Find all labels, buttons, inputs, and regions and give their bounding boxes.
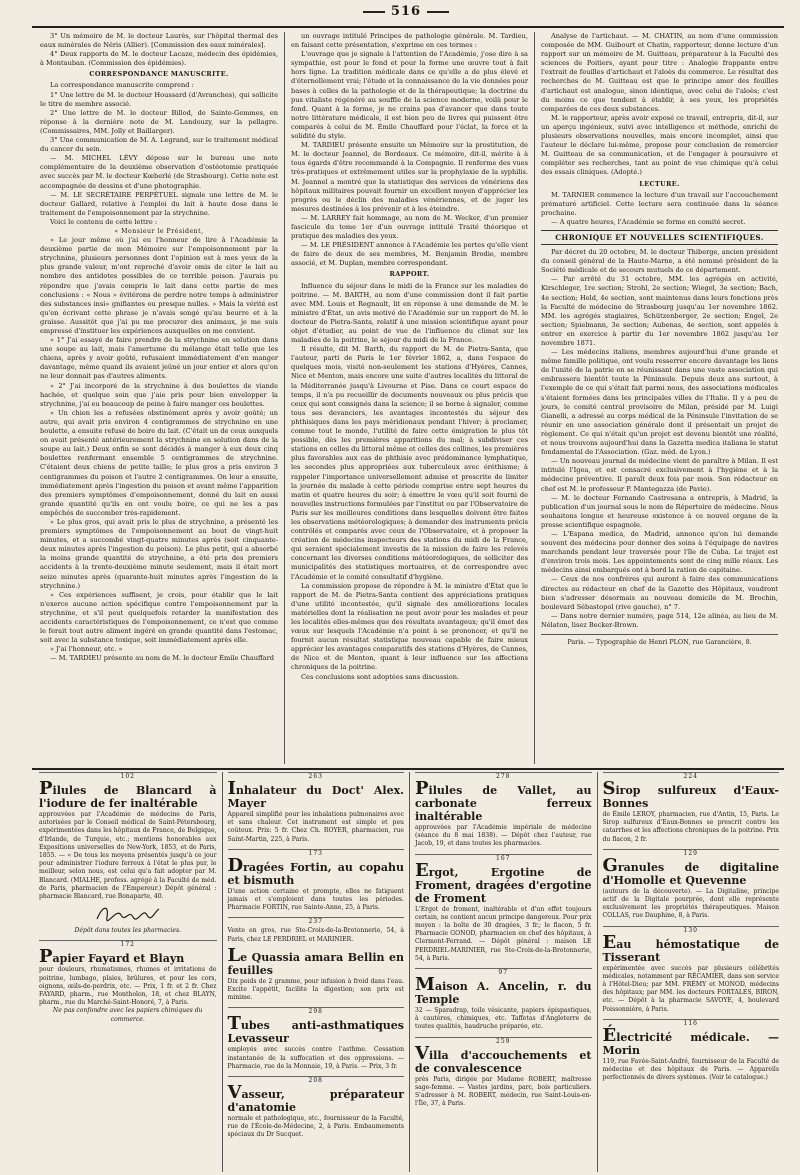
advert-text: approuvées par l'Académie impériale de médecine (séance du 8 mai 1838). — Dépôt chez l'auteur, rue Jacob, 19, et dans toutes les pharmacies. xyxy=(415,824,592,848)
advert-title: Ergot, Ergotine de Froment, dragées d'ergotine de Froment xyxy=(415,859,592,905)
advert-number: 298 xyxy=(228,1007,405,1015)
advert-text: L'Ergot de froment, inaltérable et d'un effet toujours certain, ne contient aucun principe dangereux. Pour prix moyen : la boîte de 30 dragées, 3 fr.; le flacon, 5 fr. Pharmacie GONOD, pharmacien en chef des hôpitaux, à Clermont-Ferrand. — Dépôt général : maison LE PERDRIEL-MARINIER, rue Ste-Croix-de-la-Bretonnerie, 54, à Paris. xyxy=(415,905,592,962)
advert-text: près Paris, dirigée par Madame ROBERT, maîtresse sage-femme. — Vastes jardins, parc, bois particuliers. S'adresser à M. ROBERT, médecin, rue Saint-Louis-en-l'Île, 37, à Paris. xyxy=(415,1075,592,1108)
article-paragraph: » Le jour même où j'ai eu l'honneur de lire à l'Académie la deuxième partie de mon Mémoire sur l'empoisonnement par la strychnine, plusieurs personnes dont l'opinion est à mes yeux de la plus grande valeur, m'ont reproché d'avoir omis de citer le lait au nombre des antidotes possibles de ce terrible poison. J'aurais pu répondre que j'avais compris le lait dans cette partie de mes conclusions : « Nous » évitérons de perdre notre temps à administrer des substances insi» gnifiantes ou presque nulles. » Mais la vérité est qu'en écrivant cette phrase je n'avais songé qu'au beurre et à la graisse. Aussitôt que j'ai pu me procurer des animaux, je me suis empressé d'instituer les expériences auxquelles on me convient. xyxy=(40,236,278,335)
advert-column-1 xyxy=(34,772,222,1172)
advert-number: 130 xyxy=(603,926,780,934)
advert-text: employés avec succès contre l'asthme. Cessation instantanée de la suffocation et des oppressions. — Pharmacie, rue de la Monnaie, 19, à Paris. — Prix, 3 fr. xyxy=(227,1046,404,1070)
advertisement xyxy=(415,854,592,963)
advert-text: D'une action certaine et prompte, elles ne fatiguent jamais et s'emploient dans toutes les périodes. Pharmacie FORTIN, rue Sainte-Anne, 25, à Paris. xyxy=(227,887,404,912)
advert-title: Pilules de Vallet, au carbonate ferreux inaltérable xyxy=(415,778,592,823)
advert-footer: Ne pas confondre avec les papiers chimiques du commerce. xyxy=(52,1007,203,1023)
advert-text: Vente en gros, rue Ste-Croix-de-la-Bretonnerie, 54, à Paris, chez LE PERDRIEL et MARINIER. xyxy=(227,927,404,943)
advertisement xyxy=(227,944,405,1003)
article-paragraph: M. TARNIER commence la lecture d'un travail sur l'accouchement prématuré artificiel. Cette lecture sera continuée dans la séance prochaine. xyxy=(541,190,778,217)
advert-title: Eau hémostatique de Tisserant xyxy=(602,931,779,964)
article-paragraph: Par décret du 20 octobre, M. le docteur Thiberge, ancien président du conseil général de la Haute-Marne, a été nommé président de la Société médicale et de secours mutuels de ce département. xyxy=(541,248,778,275)
advert-title: Sirop sulfureux d'Eaux-Bonnes xyxy=(602,778,779,810)
article-paragraph: Voici le contenu de cette lettre : xyxy=(50,217,158,226)
article-column-1 xyxy=(34,32,284,764)
page-number: 516 xyxy=(22,4,790,19)
article-paragraph: 3° Un mémoire de M. le docteur Laurès, sur l'hôpital thermal des eaux minérales de Néris (Allier). [Commission des eaux minérales]. xyxy=(40,32,278,50)
advert-text: pour douleurs, rhumatismes, rhumes et irritations de poitrine, lumbago, plaies, brûlures, et pour les cors, oignons, œils-de-perdrix, etc. — Prix, 1 fr. et 2 fr. Chez FAYARD, pharm., rue Montholon, 18, et chez BLAYN, pharm., rue du Marché-Saint-Honoré, 7, à Paris. xyxy=(39,966,217,1007)
article-paragraph: — L'Espana medica, de Madrid, annonce qu'on lui demande souvent des médecins pour donner des soins à l'équipage de navires marchands pendant leur traversée pour l'île de Cuba. Le trajet est d'environ trois mois. Les appointements sont de cinq mille réaux. Les médecins ainsi embarqués ont à bord la ration de capitaine. xyxy=(541,529,778,575)
advertisement xyxy=(228,849,405,913)
advertisement xyxy=(603,926,780,1014)
advert-text: normale et pathologique, etc., fournisseur de la Faculté, rue de l'École-de-Médecine, 2, à Paris. Embaumements spéciaux du Dr Sucquet. xyxy=(227,1115,404,1139)
advert-title: Le Quassia amara Bellin en feuilles xyxy=(227,944,404,977)
advertisement xyxy=(39,940,217,1023)
advert-number: 263 xyxy=(228,772,405,780)
printer-footer: Paris. — Typographie de Henri PLON, rue Garancière, 8. xyxy=(541,634,778,647)
article-paragraph: 4° Deux rapports de M. le docteur Lacaze, médecin des épidémies, à Montauban. (Commission des épidémies). xyxy=(40,50,278,68)
advert-column-3 xyxy=(409,772,597,1172)
article-column-3 xyxy=(534,32,784,764)
letter-salutation: « Monsieur le Président, xyxy=(114,227,204,235)
article-paragraph: — Ceux de nos confrères qui auront à faire des communications directes au rédacteur en chef de la Gazette des Hôpitaux, voudront bien s'adresser désormais au nouveau domicile de M. Brochin, boulevard Sébastopol (rive gauche), n° 7. xyxy=(541,575,778,611)
article-paragraph: — M. MICHEL LÉVY dépose sur le bureau une note complémentaire de la deuxième observation d'ostéotomie pratiquée avec succès par M. le docteur Kœberlé (de Strasbourg). Cette note est accompagnée de dessins et d'une photographie. xyxy=(40,154,278,190)
advert-column-4 xyxy=(597,772,785,1172)
section-heading: RAPPORT. xyxy=(389,270,430,279)
advert-text: Appareil simplifié pour les inhalations pulmonaires avec et sans chaleur. Cet instrument est simple et peu coûteux. Prix: 5 fr. Chez Ch. ROYER, pharmacien, rue Saint-Martin, 225, à Paris. xyxy=(227,811,404,843)
advert-number: 224 xyxy=(603,772,780,780)
advert-title: Électricité médicale. — Morin xyxy=(602,1024,779,1057)
advert-rule xyxy=(32,768,784,770)
advert-title: Inhalateur du Doct' Alex. Mayer xyxy=(227,778,404,810)
advertisement xyxy=(415,968,592,1032)
advert-number: 129 xyxy=(603,849,780,857)
advert-text: 32 — Sparadrap, toile vésicante, papiers épispastiques, à cautères, chimiques, etc. Taffetas d'Angleterre de toutes qualités, baudruche préparée, etc. xyxy=(415,1007,592,1031)
advertisement xyxy=(603,772,780,844)
article-paragraph: — Les médecins italiens, membres aujourd'hui d'une grande et même famille politique, ont voulu resserrer encore davantage les liens de l'unité de la patrie en se réunissant dans une vaste association qui embrassera bientôt toute la Péninsule. Depuis deux ans surtout, à l'exemple de ce qui s'était fait parmi nous, des associations médicales s'étaient formées dans les principales villes de l'Italie. Il y a peu de jours, le comité central provisoire de Milan, présidé par M. Luigi Gianelli, a adressé au corps médical de la Péninsule l'invitation de se réunir en une association générale dont il présentait un projet de règlement. Ce qui n'était qu'un projet est devenu bientôt une réalité, et nous trouvons aujourd'hui dans la Gazetta medica italiana le statut fondamental de l'Association. (Gaz. méd. de Lyon.) xyxy=(541,348,778,457)
article-paragraph: — A quatre heures, l'Académie se forme en comité secret. xyxy=(551,217,746,226)
article-paragraph: Analyse de l'artichaut. — M. CHATIN, au nom d'une commission composée de MM. Guibourt et Chatin, rapporteur, donne lecture d'un rapport sur un mémoire de M. Guitteau, préparateur à la Faculté des sciences de Poitiers, ayant pour titre : Analogie frappante entre l'extrait de feuilles d'artichaut et l'aloès du commerce. Le résultat des recherches de M. Guitteau est que le principe amer des feuilles d'artichaut est analogue, sinon identique, avec celui de l'aloès; c'est du moins ce que tendent à établir, à ses yeux, les propriétés comparées de ces deux substances. xyxy=(541,32,778,113)
article-paragraph: » Le plus gros, qui avait pris le plus de strychnine, a présenté les premiers symptômes de l'empoisonnement au bout de vingt-huit minutes, et a succombé vingt-quatre minutes après (soit cinquante-deux minutes après l'ingestion du poison). Le plus petit, qui a absorbé la moins grande quantité de strychnine, a été pris des premiers accidents à la trente-deuxième minute seulement, mais il était mort seize minutes après (quarante-huit minutes après l'ingestion de la strychnine.) xyxy=(40,517,278,590)
article-paragraph: — Dans notre dernier numéro, page 514, 12e alinéa, au lieu de M. Nélaton, lisez Becker-Brown. xyxy=(541,611,778,629)
advert-title: Vasseur, préparateur d'anatomie xyxy=(227,1082,404,1115)
advert-number: 172 xyxy=(39,940,217,948)
advert-text: 119, rue Favée-Saint-André, fournisseur de la Faculté de médecine et des hôpitaux de Paris. — Appareils perfectionnés de divers systèmes. (Voir le catalogue.) xyxy=(602,1057,779,1082)
advert-title: Granules de digitaline d'Homolle et Quevenne xyxy=(602,854,779,887)
article-paragraph: La correspondance manuscrite comprend : xyxy=(50,81,194,90)
advert-text: approuvées par l'Académie de médecine de Paris, autorisées par le Conseil médical de Saint-Pétersbourg, expérimentées dans les hôpitaux de France, de Belgique, d'Irlande, de Turquie, etc.; mentions honorables aux Expositions universelles de New-York, 1853, et de Paris, 1855. — « De tous les moyens présentés jusqu'à ce jour pour administrer l'iodure ferreux à l'état le plus pur, le meilleur, selon nous, est celui qu'a fait adopter par M. Blancard. (MIALHE, profess. agrégé à la Faculté de méd. de Paris, pharmacien de l'Empereur.) Dépôt général : pharmacie Blancard, rue Bonaparte, 40. xyxy=(39,811,217,901)
article-paragraph: » Ces expériences suffisent, je crois, pour établir que le lait n'exerce aucune action spécifique contre l'empoisonnement par la strychnine, et s'il peut quelquefois retarder la manifestation des accidents caractéristiques de l'empoisonnement, ce n'est que comme le ferait tout autre aliment ingéré en grande quantité dans l'estomac, soit avec la substance toxique, soit immédiatement après elle. xyxy=(40,590,278,645)
article-paragraph: M. TARDIEU présente ensuite un Mémoire sur la prostitution, de M. le docteur Jeannel, de Bordeaux. Ce mémoire, dit-il, mérite à à tous égards d'être recommandé à la Compagnie. Il renferme des vues très-pratiques et extrêmement utiles sur la prophylaxie de la syphilis. M. Jeannel a montré que la statistique des services de vénériens des hôpitaux militaires pouvait fournir un excellent moyen d'apprécier les progrès ou le déclin des maladies vénériennes, et de juger les mesures destinées à les prévenir et à les éteindre. xyxy=(291,141,528,213)
article-paragraph: L'ouvrage que je signale à l'attention de l'Académie, j'ose dire à sa sympathie, est pour le fond et pour la forme une œuvre tout à fait hors ligne. La tradition médicale dans ce qu'elle a de plus élevé et d'éternellement vrai; l'étude et la connaissance de la vie données pour bases à celles de la pathologie et de la thérapeutique; la doctrine du pus vitaliste régénéré au souffle de la science moderne, voilà pour le fond. Quant à la forme, je ne crains pas d'avancer que dans toute notre littérature médicale, il est bien peu de livres qui puissent être comparés à celui de M. Émile Chauffard pour l'éclat, la force et la solidité du style. xyxy=(291,50,528,141)
article-paragraph: La commission propose de répondre à M. le ministre d'État que le rapport de M. de Pietra-Santa contient des appréciations pratiques d'une utilité incontestée, qu'il signale des améliorations locales matérielles dont la réalisation ne peut avoir pour les malades et pour les localités elles-mêmes que des résultats avantageux; qu'il émet des vœux sur lesquels l'Académie n'a point à se prononcer, et qu'il ne fournit aucun résultat statistique nouveau capable de faire mieux apprécier les avantages comparatifs des stations d'Hyères, de Cannes, de Nice et de Menton, quant à leur influence sur les affections chroniques de la poitrine. xyxy=(291,581,528,672)
article-paragraph: 1° Une lettre de M. le docteur Houssard (d'Avranches), qui sollicite le titre de membre associé. xyxy=(40,90,278,108)
top-rule xyxy=(32,26,784,28)
article-column-2 xyxy=(284,32,534,764)
advert-number: 102 xyxy=(39,772,217,780)
advert-title: Villa d'accouchements et de convalescence xyxy=(415,1042,592,1075)
advertisement xyxy=(415,1037,592,1109)
article-paragraph: 3° Une communication de M. A. Legrand, sur le traitement médical du cancer du sein. xyxy=(40,136,278,154)
advertisement xyxy=(603,1019,780,1083)
advert-text: (auteurs de la découverte). — La Digitaline, principe actif de la Digitale pourprée, dont elle représente exclusivement les propriétés thérapeutiques. Maison COLLAS, rue Dauphine, 8, à Paris. xyxy=(602,887,779,920)
article-paragraph: — Un nouveau journal de médecine vient de paraître à Milan. Il est intitulé l'Igea, et est consacré exclusivement à l'hygiène et à la médecine préventive. Il paraît deux fois par mois. Son rédacteur en chef est M. le professeur P. Mantegazza (de Pavie). xyxy=(541,457,778,493)
section-heading: LECTURE. xyxy=(639,179,680,188)
advert-number: 237 xyxy=(228,917,405,925)
advert-number: 208 xyxy=(228,1076,405,1084)
article-paragraph: » 2° J'ai incorporé de la strychnine à des boulettes de viande hachée, et quelque soin que j'aie pris pour bien envelopper la strychnine, j'ai eu beaucoup de peine à faire manger ces boulettes. xyxy=(40,381,278,408)
newspaper-page xyxy=(22,0,790,1175)
advertisement xyxy=(228,917,405,943)
advert-number: 167 xyxy=(415,854,592,862)
advert-number: 116 xyxy=(603,1019,780,1027)
article-paragraph: Il résulte, dit M. Barth, du rapport de M. de Pietra-Santa, que l'auteur, parti de Paris le 1er février 1862, a, dans l'espace de quelques mois, visité non-seulement les stations d'Hyères, Cannes, Nice et Menton, mais encore une suite d'autres localités du littoral de la Méditerranée jusqu'à Livourne et Pise. Dans ce court espace de temps, il n'a pu recueillir de documents nouveaux ou plus précis que ceux qui sont consignés dans la science; il se borne à signaler, comme tous ses devanciers, les avantages incontestés du séjour des phthisiques dans les pays méridionaux pendant l'hiver; à proclamer, comme tout le monde, l'utilité de faire cette émigration le plus tôt possible, dès les premières apparitions du mal; à subdiviser ces stations en celles du littoral même et celles des collines, les premières plus favorables aux cas de phthisie avec prédominance lymphatique, les secondes plus appropriées aux tuberculeux avec éréthisme; à rappeler l'importance universellement admise et prescrite de limiter la journée du malade à cette période comprise entre sept heures du matin et quatre heures du soir; à émettre le vœu qu'il soit fourni de nouvelles instructions formulées par l'institut ou par l'Observatoire de Paris sur les meilleures conditions dans lesquelles doivent être faites les observations météorologiques; à demander des instruments précis contrôlés et comparés avec ceux de l'Observatoire, et à proposer la création de médecins inspecteurs des stations du midi de la France, qui seraient spécialement investis de la mission de faire les relevés concernant les diverses conditions météorologiques, de solliciter des municipalités des statistiques mortuaires, et de correspondre avec l'Académie et le comité consultatif d'hygiène. xyxy=(291,345,528,581)
advert-title: Pilules de Blancard à l'iodure de fer inaltérable xyxy=(39,778,217,810)
advertisement-section xyxy=(34,772,784,1172)
advert-number: 278 xyxy=(415,772,592,780)
advertisement xyxy=(228,772,405,844)
article-paragraph: Ces conclusions sont adoptées sans discussion. xyxy=(301,672,460,681)
article-paragraph: un ouvrage intitulé Principes de pathologie générale. M. Tardieu, en faisant cette présentation, s'exprime en ces termes : xyxy=(291,32,528,50)
advert-title: Dragées Fortin, au copahu et bismuth xyxy=(227,854,404,887)
advert-text: de Émile LEROY, pharmacien, rue d'Antin, 15, Paris. Le Sirop sulfureux d'Eaux-Bonnes se prescrit contre les catarrhes et les affections chroniques de la poitrine. Prix du flacon, 2 fr. xyxy=(602,811,779,843)
advert-text: expérimentée avec succès par plusieurs célébrités médicales, notamment par RÉCAMIER, dans son service à l'Hôtel-Dieu; par MM. FRÉMY et MONOD, médecins des hôpitaux; par MM. les docteurs FORTALES, BIRON, etc. — Dépôt à la pharmacie SAVOYE, 4, boulevard Poissonnière, à Paris. xyxy=(602,964,779,1013)
advertisement xyxy=(228,1007,405,1071)
section-heading: CORRESPONDANCE MANUSCRITE. xyxy=(89,70,229,79)
article-paragraph: — M. LE SECRÉTAIRE PERPÉTUEL signale une lettre de M. le docteur Gallard, relative à l'emploi du lait à haute dose dans le traitement de l'empoisonnement par la strychnine. xyxy=(40,190,278,217)
advert-number: 173 xyxy=(228,849,405,857)
article-paragraph: — M. le docteur Fernando Castresana a entrepris, à Madrid, la publication d'un journal sous le nom de Répertoire de médecine. Nous souhaitons longue et heureuse existence à ce nouvel organe de la presse scientifique espagnole. xyxy=(541,493,778,529)
article-paragraph: — M. LARREY fait hommage, au nom de M. Wecker, d'un premier fascicule du tome 1er d'un ouvrage intitulé Traité théorique et pratique des maladies des yeux. xyxy=(291,213,528,241)
article-paragraph: » J'ai l'honneur, etc. » xyxy=(50,645,123,654)
article-paragraph: — M. LE PRÉSIDENT annonce à l'Académie les pertes qu'elle vient de faire de deux de ses membres, M. Benjamin Brodie, membre associé, et M. Duplan, membre correspondant. xyxy=(291,241,528,268)
article-paragraph: — M. TARDIEU présente au nom de M. le docteur Émile Chauffard xyxy=(50,654,274,663)
advert-number: 97 xyxy=(415,968,592,976)
article-paragraph: Influence du séjour dans le midi de la France sur les maladies de poitrine. — M. BARTH, au nom d'une commission dont il fait partie avec MM. Louis et Regnault, lit en réponse à une demande de M. le ministre d'État, un avis motivé de l'Académie sur un rapport de M. le docteur de Pietra-Santa, relatif à une mission scientifique ayant pour objet d'étudier, au point de vue de l'influence du climat sur les maladies de la poitrine, le séjour du midi de la France. xyxy=(291,281,528,345)
advert-title: Maison A. Ancelin, r. du Temple xyxy=(415,974,592,1007)
advertisement xyxy=(228,1076,405,1140)
advertisement xyxy=(603,849,780,921)
section-banner: CHRONIQUE ET NOUVELLES SCIENTIFIQUES. xyxy=(541,230,778,245)
advert-title: Papier Fayard et Blayn xyxy=(39,946,185,968)
article-columns xyxy=(34,32,784,764)
advert-text: Dix poids de 2 gramme, pour infusion à froid dans l'eau. Excite l'appétit, facilite la digestion; son prix est minime. xyxy=(227,977,404,1002)
article-paragraph: » 1° J'ai essayé de faire prendre de la strychnine en solution dans une soupe au lait, mais l'amertume du mélange était telle que les chiens, après y avoir goûté, refusaient immédiatement d'en manger davantage, même quand ils avaient jeûné un jour entier et alors qu'on ne leur donnait pas d'autres aliments. xyxy=(40,336,278,381)
blancard-signature-icon xyxy=(93,903,163,925)
advertisement xyxy=(39,772,217,935)
advert-footer: Dépôt dans toutes les pharmacies. xyxy=(74,927,182,935)
article-paragraph: » Un chien les a refusées obstinément après y avoir goûté; un autre, qui avait pris environ 4 centigrammes de strychnine en une boulette, a ensuite refusé de boire du lait. (C'était un de ceux auxquels on avait présenté antérieurement la strychnine en solution dans de la soupe au lait.) Deux enfin se sont décidés à manger à eux deux cinq boulettes renfermant ensemble 5 centigrammes de strychnine. C'étaient deux chiens de petite taille; le plus gros a pris environ 3 centigrammes du poison et l'autre 2 centigrammes. On leur a ensuite, immédiatement après l'ingestion du poison et avant même l'apparition des premiers symptômes d'empoisonnement, donné du lait en aussi grande quantité qu'ils en ont voulu boire, ce qui ne les a pas empêchés de succomber très-rapidement. xyxy=(40,408,278,517)
advertisement xyxy=(415,772,592,849)
article-paragraph: M. le rapporteur, après avoir exposé ce travail, entrepris, dit-il, sur un aperçu ingénieux, suivi avec intelligence et méthode, enrichi de plusieurs observations nouvelles, mais encore incomplet, ainsi que l'auteur le déclare lui-même, propose pour conclusion de remercier M. Guitteau de sa communication, et de l'engager à poursuivre et compléter ses recherches, tant au point de vue chimique qu'à celui des essais cliniques. (Adopté.) xyxy=(541,113,778,177)
advert-column-2 xyxy=(222,772,410,1172)
advert-number: 259 xyxy=(415,1037,592,1045)
article-paragraph: — Par arrêté du 31 octobre, MM. les agrégés en activité, Kirschleger, 1re section; Strohl, 2e section; Wiegel, 3e section; Bach, 4e section; Held, 4e section, sont maintenus dans leurs fonctions près la Faculté de médecine de Strasbourg jusqu'au 1er novembre 1862. MM. les agrégés stagiaires, Schützenberger, 2e section; Engel, 2e section; Spielmann, 3e section; Aubenas, 4e section, sont appelés à entrer en exercice à partir du 1er novembre 1862 jusqu'au 1er novembre 1871. xyxy=(541,275,778,347)
advert-title: Tubes anti-asthmatiques Levasseur xyxy=(227,1013,404,1046)
article-paragraph: 2° Une lettre de M. le docteur Billod, de Sainte-Gemmes, en réponse à la dernière note de M. Landouzy, sur la pellagre. (Commissaires, MM. Jolly et Baillarger). xyxy=(40,108,278,135)
